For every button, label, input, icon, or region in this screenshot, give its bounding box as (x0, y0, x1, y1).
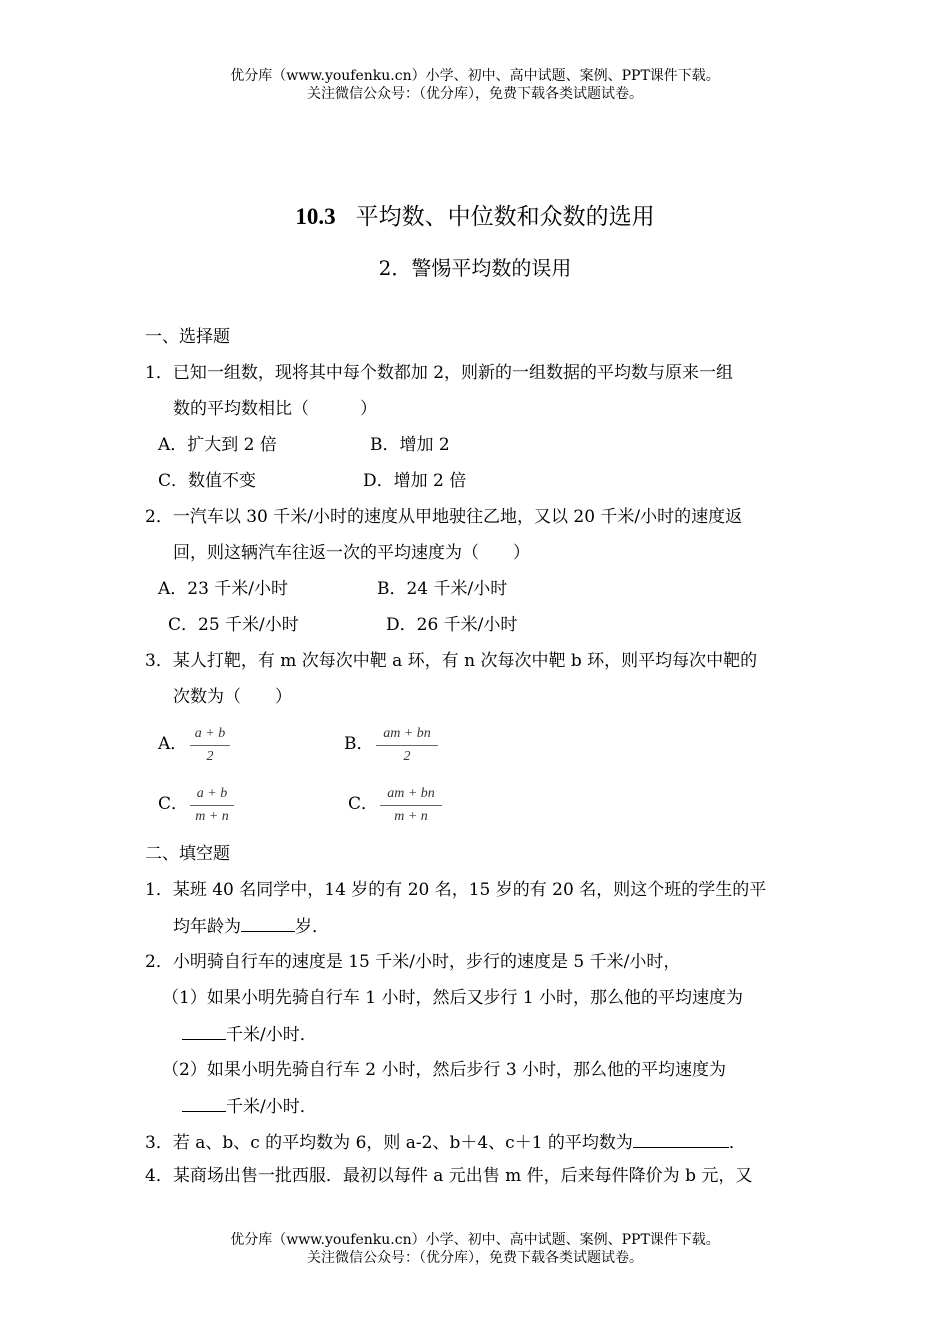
fill-q2-part2-suffix: 千米/小时． (226, 1097, 317, 1117)
q3-option-c-label: C． (158, 794, 189, 814)
footer-line-2: 关注微信公众号：（优分库），免费下载各类试题试卷。 (307, 1250, 643, 1266)
fill-q2-part1-line-1: （1）如果小明先骑自行车 1 小时，然后又步行 1 小时，那么他的平均速度为 (162, 988, 744, 1008)
q3-option-c-fraction (190, 785, 234, 826)
q3-option-b-denominator: 2 (403, 749, 411, 764)
q1-line-2: 数的平均数相比（ ） (173, 399, 377, 419)
q3-option-c-denominator: m + n (195, 809, 229, 824)
q3-option-d-label: C． (348, 794, 379, 814)
header-line-1: 优分库（www.youfenku.cn）小学、初中、高中试题、案例、PPT课件下载。 (230, 68, 720, 84)
q2-option-b: B．24 千米/小时 (377, 579, 508, 599)
page-title (0, 198, 950, 231)
q3-option-a-label: A． (158, 734, 188, 754)
fill-q2-part2-line-2 (182, 1095, 317, 1118)
fill-q4-line-1: 4．某商场出售一批西服．最初以每件 a 元出售 m 件，后来每件降价为 b 元，又 (145, 1166, 753, 1186)
q3-option-b-label: B． (344, 734, 374, 754)
footer-line-1: 优分库（www.youfenku.cn）小学、初中、高中试题、案例、PPT课件下载。 (230, 1232, 720, 1248)
q1-option-a: A．扩大到 2 倍 (158, 435, 277, 455)
q3-option-d-fraction (380, 785, 442, 826)
fill-q2-part1-suffix: 千米/小时． (226, 1025, 317, 1045)
fraction-bar (190, 745, 230, 746)
fill-q1-line-2 (173, 915, 329, 938)
q3-option-d-numerator: am + bn (387, 786, 435, 801)
fraction-bar (376, 745, 438, 746)
q3-option-a-numerator: a + b (194, 726, 226, 741)
q1-option-b: B．增加 2 (370, 435, 450, 455)
title-text: 平均数、中位数和众数的选用 (355, 204, 655, 230)
q3-option-c-numerator: a + b (196, 786, 228, 801)
q1-option-c: C．数值不变 (158, 471, 257, 491)
q3-option-d-denominator: m + n (394, 809, 428, 824)
fill-q2-part1-line-2 (182, 1023, 317, 1046)
q2-line-1: 2．一汽车以 30 千米/小时的速度从甲地驶往乙地，又以 20 千米/小时的速度返 (145, 507, 743, 527)
section-heading-fill: 二、填空题 (145, 844, 230, 864)
q1-option-d: D．增加 2 倍 (363, 471, 467, 491)
fill-q2-line-1: 2．小明骑自行车的速度是 15 千米/小时，步行的速度是 5 千米/小时， (145, 952, 681, 972)
header-line-2: 关注微信公众号：（优分库），免费下载各类试题试卷。 (307, 86, 643, 102)
q3-line-2: 次数为（ ） (173, 687, 292, 707)
q3-option-b-numerator: am + bn (383, 726, 431, 741)
fill-q1-answer-blank[interactable] (241, 915, 295, 932)
fill-q3-suffix: ． (728, 1133, 746, 1153)
q2-line-2: 回，则这辆汽车往返一次的平均速度为（ ） (173, 543, 530, 563)
fill-q3-line (145, 1131, 746, 1154)
fill-q1-prefix: 均年龄为 (173, 917, 241, 937)
q2-option-c: C．25 千米/小时 (168, 615, 299, 635)
fill-q3-prefix: 3．若 a、b、c 的平均数为 6，则 a-2、b＋4、c＋1 的平均数为 (145, 1133, 633, 1153)
q3-option-b-fraction (376, 725, 438, 766)
section-heading-choice: 一、选择题 (145, 327, 230, 347)
q3-option-a-denominator: 2 (206, 749, 214, 764)
fill-q2-part1-answer-blank[interactable] (182, 1023, 226, 1040)
fill-q2-part2-line-1: （2）如果小明先骑自行车 2 小时，然后步行 3 小时，那么他的平均速度为 (162, 1060, 727, 1080)
q3-option-a-fraction (190, 725, 230, 766)
fraction-bar (380, 805, 442, 806)
fill-q3-answer-blank[interactable] (633, 1131, 729, 1148)
fill-q1-suffix: 岁． (295, 917, 329, 937)
q2-option-a: A．23 千米/小时 (158, 579, 289, 599)
fill-q2-part2-answer-blank[interactable] (182, 1095, 226, 1112)
fill-q1-line-1: 1．某班 40 名同学中，14 岁的有 20 名，15 岁的有 20 名，则这个班的学生的平 (145, 880, 767, 900)
fraction-bar (190, 805, 234, 806)
q3-line-1: 3．某人打靶，有 m 次每次中靶 a 环，有 n 次每次中靶 b 环，则平均每次中靶的 (145, 651, 758, 671)
title-number: 10.3 (295, 204, 336, 229)
page-subtitle: 2．警惕平均数的误用 (378, 256, 572, 280)
q1-line-1: 1．已知一组数，现将其中每个数都加 2，则新的一组数据的平均数与原来一组 (145, 363, 734, 383)
q2-option-d: D．26 千米/小时 (386, 615, 518, 635)
